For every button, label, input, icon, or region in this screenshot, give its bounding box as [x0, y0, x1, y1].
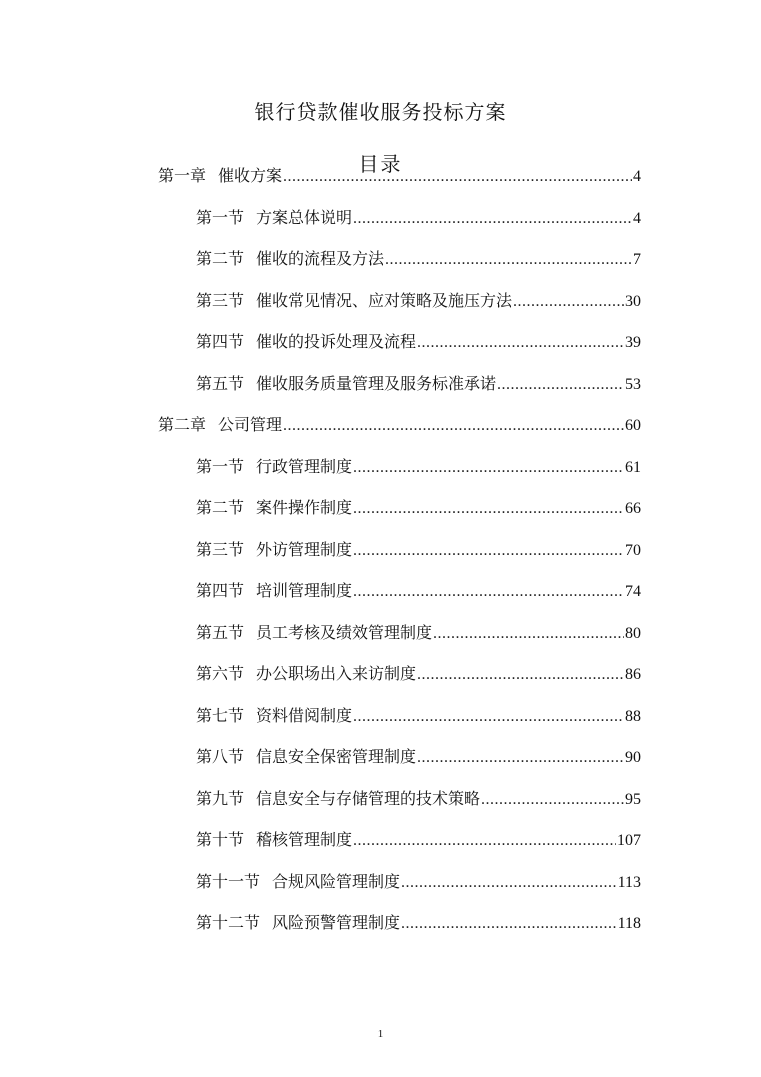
toc-entry-page: 53 [625, 375, 641, 393]
toc-entry-label: 第二节 [196, 249, 245, 268]
toc-dot-leader [353, 456, 624, 480]
toc-section-entry[interactable] [196, 538, 641, 562]
toc-entry-title: 培训管理制度 [256, 581, 353, 600]
toc-entry-page: 61 [625, 458, 641, 476]
toc-entry-label: 第四节 [196, 581, 245, 600]
toc-entry-label: 第一节 [196, 456, 245, 476]
toc-entry-page: 7 [633, 251, 641, 268]
toc-entry-page: 95 [625, 790, 641, 808]
toc-entry-title: 案件操作制度 [256, 498, 353, 517]
toc-section-entry[interactable] [196, 247, 641, 271]
toc-entry-title: 外访管理制度 [256, 539, 353, 559]
toc-section-entry[interactable] [196, 579, 641, 603]
toc-entry-page: 30 [625, 292, 641, 310]
toc-dot-leader [401, 912, 617, 936]
toc-entry-label: 第八节 [196, 747, 245, 766]
toc-entry-label: 第十节 [196, 830, 245, 849]
toc-entry-label: 第十二节 [196, 913, 261, 932]
toc-entry-label: 第十一节 [196, 871, 261, 891]
toc-dot-leader [385, 248, 632, 272]
toc-entry-title: 合规风险管理制度 [272, 871, 401, 891]
toc-chapter-entry[interactable] [158, 164, 641, 188]
toc-section-entry[interactable] [196, 621, 641, 645]
toc-entry-label: 第五节 [196, 373, 245, 393]
toc-dot-leader [497, 373, 624, 397]
toc-entry-page: 107 [617, 832, 641, 849]
document-title: 银行贷款催收服务投标方案 [254, 100, 507, 124]
toc-section-entry[interactable] [196, 745, 641, 769]
toc-entry-page: 80 [625, 624, 641, 642]
toc-section-entry[interactable] [196, 911, 641, 935]
toc-entry-label: 第五节 [196, 622, 245, 642]
toc-section-entry[interactable] [196, 206, 641, 230]
toc-heading: 目录 [358, 152, 403, 176]
toc-dot-leader [353, 539, 624, 563]
toc-entry-title: 信息安全保密管理制度 [256, 747, 417, 766]
toc-entry-label: 第九节 [196, 788, 245, 808]
toc-entry-title: 公司管理 [218, 415, 283, 434]
toc-section-entry[interactable] [196, 662, 641, 686]
toc-entry-title: 稽核管理制度 [256, 830, 353, 849]
toc-entry-label: 第四节 [196, 332, 245, 351]
toc-entry-label: 第三节 [196, 539, 245, 559]
toc-section-entry[interactable] [196, 828, 641, 852]
toc-entry-label: 第一节 [196, 207, 245, 227]
toc-entry-page: 88 [625, 707, 641, 725]
toc-entry-title: 员工考核及绩效管理制度 [256, 622, 433, 642]
toc-section-entry[interactable] [196, 704, 641, 728]
toc-entry-page: 90 [625, 749, 641, 766]
toc-section-entry[interactable] [196, 496, 641, 520]
toc-dot-leader [401, 871, 617, 895]
toc-entry-title: 催收常见情况、应对策略及施压方法 [256, 290, 513, 310]
toc-entry-title: 催收的流程及方法 [256, 249, 385, 268]
page-number: 1 [377, 1028, 384, 1040]
toc-section-entry[interactable] [196, 289, 641, 313]
toc-entry-page: 74 [625, 583, 641, 600]
toc-entry-page: 113 [617, 873, 641, 891]
toc-entry-title: 催收方案 [218, 166, 283, 185]
toc-dot-leader [353, 497, 624, 521]
toc-entry-title: 风险预警管理制度 [272, 913, 401, 932]
toc-entry-title: 方案总体说明 [256, 207, 353, 227]
toc-entry-title: 办公职场出入来访制度 [256, 664, 417, 683]
toc-entry-page: 4 [633, 209, 641, 227]
toc-entry-label: 第七节 [196, 705, 245, 725]
toc-dot-leader [417, 663, 624, 687]
toc-dot-leader [353, 829, 616, 853]
toc-section-entry[interactable] [196, 372, 641, 396]
toc-entry-title: 资料借阅制度 [256, 705, 353, 725]
toc-entry-label: 第二章 [158, 415, 207, 434]
toc-entry-label: 第三节 [196, 290, 245, 310]
toc-section-entry[interactable] [196, 455, 641, 479]
toc-dot-leader [353, 580, 624, 604]
toc-dot-leader [513, 290, 624, 314]
toc-entry-page: 60 [625, 417, 641, 434]
toc-dot-leader [353, 705, 624, 729]
toc-dot-leader [417, 331, 624, 355]
toc-dot-leader [283, 414, 624, 438]
toc-entry-page: 39 [625, 334, 641, 351]
toc-entry-page: 70 [625, 541, 641, 559]
toc-entry-page: 118 [617, 915, 641, 932]
toc-dot-leader [433, 622, 624, 646]
toc-dot-leader [283, 165, 632, 189]
toc-chapter-entry[interactable] [158, 413, 641, 437]
toc-dot-leader [353, 207, 632, 231]
toc-entry-page: 4 [633, 168, 641, 185]
toc-entry-title: 信息安全与存储管理的技术策略 [256, 788, 481, 808]
toc-entry-label: 第六节 [196, 664, 245, 683]
toc-dot-leader [417, 746, 624, 770]
toc-entry-label: 第二节 [196, 498, 245, 517]
toc-entry-label: 第一章 [158, 166, 207, 185]
toc-section-entry[interactable] [196, 330, 641, 354]
toc-entry-page: 86 [625, 666, 641, 683]
toc-entry-title: 催收服务质量管理及服务标准承诺 [256, 373, 497, 393]
toc-entry-title: 行政管理制度 [256, 456, 353, 476]
toc-entry-page: 66 [625, 500, 641, 517]
toc-entry-title: 催收的投诉处理及流程 [256, 332, 417, 351]
toc-section-entry[interactable] [196, 787, 641, 811]
toc-section-entry[interactable] [196, 870, 641, 894]
toc-dot-leader [481, 788, 624, 812]
